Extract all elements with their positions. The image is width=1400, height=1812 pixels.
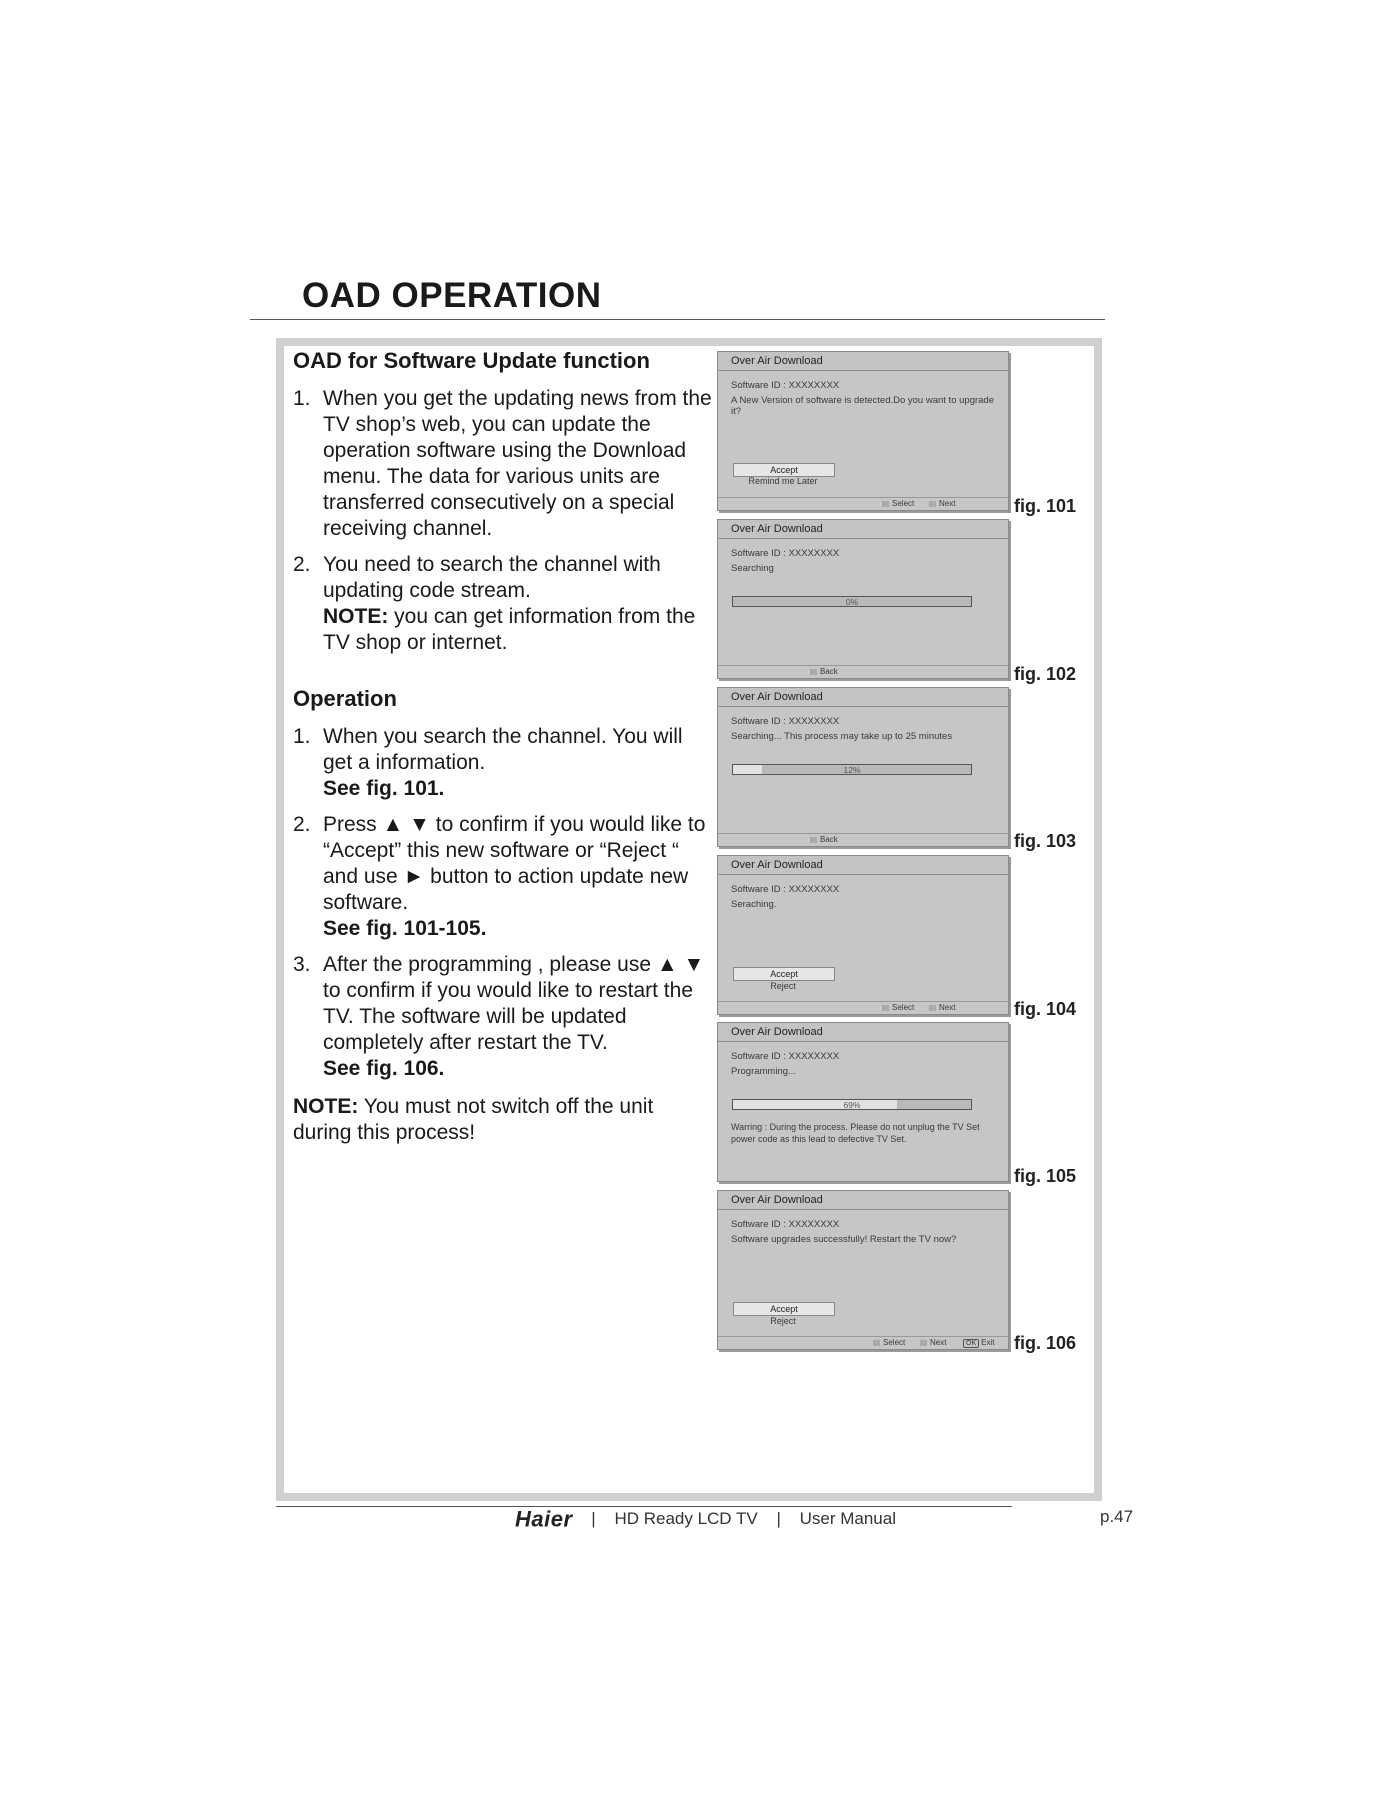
oad-screen-fig-101 [717,351,1009,511]
step-number: 1. [293,387,311,410]
product-name: HD Ready LCD TV [614,1509,758,1528]
step-text: When you get the updating news from the TV shop’s web, you can update the operation software using the Download menu. The data for various units are transferred consecutively on a special receiving channel. [323,387,712,540]
screen-footer [718,833,1008,846]
oad-screen-fig-105 [717,1022,1009,1182]
right-key-icon [920,1340,927,1346]
figure-label: fig. 104 [1014,999,1077,1019]
step-number: 2. [293,813,311,836]
next-hint: Next [929,1003,955,1012]
ok-key-icon: OK [963,1339,979,1348]
select-hint: Select [882,499,914,508]
progress-label: 0% [845,597,859,607]
remind-later-button[interactable]: Remind me Later [748,476,818,486]
final-note [293,1094,713,1146]
figure-label: fig. 103 [1014,831,1077,851]
reject-button[interactable]: Reject [770,1316,796,1326]
list-item [293,952,713,1082]
accept-button[interactable]: Accept [733,967,835,981]
step-text: After the programming , please use ▲ ▼ to confirm if you would like to restart the TV. The software will be updated completely after restart the TV. [323,953,705,1054]
screen-message: Searching... This process may take up to 25 minutes [731,731,953,742]
footer-separator: | [776,1509,781,1528]
screen-footer [718,1336,1008,1349]
back-hint: Back [810,835,838,844]
page-number: p.47 [1100,1507,1134,1526]
software-id: Software ID : XXXXXXXX [731,1051,840,1062]
figure-label: fig. 106 [1014,1333,1077,1353]
oad-screen-fig-104 [717,855,1009,1015]
screen-message: A New Version of software is detected.Do you want to upgrade it? [731,395,994,417]
menu-key-icon [810,669,817,675]
screen-footer [718,497,1008,510]
note-label: NOTE: [323,605,389,628]
next-hint: Next [920,1338,946,1347]
software-id: Software ID : XXXXXXXX [731,548,840,559]
select-hint: Select [873,1338,905,1347]
warning-text: Warring : During the process. Please do not unplug the TV Set power code as this lead to defective TV Set. [731,1122,980,1144]
figure-reference: See fig. 101-105. [323,917,487,940]
accept-button[interactable]: Accept [733,463,835,477]
page-title: OAD OPERATION [302,276,602,315]
figure-label: fig. 102 [1014,664,1077,684]
note-text: You must not switch off the unit during this process! [293,1095,654,1144]
progress-label: 12% [843,765,861,775]
updown-key-icon [873,1340,880,1346]
figure-label: fig. 105 [1014,1166,1077,1186]
step-text: When you search the channel. You will get a information. [323,725,683,774]
page-footer [515,1506,896,1532]
figure-reference: See fig. 101. [323,777,445,800]
step-text: Press ▲ ▼ to confirm if you would like to “Accept” this new software or “Reject “ and use ► button to action update new software. [323,813,706,914]
updown-key-icon [882,501,889,507]
step-number: 3. [293,953,311,976]
software-id: Software ID : XXXXXXXX [731,1219,840,1230]
menu-key-icon [810,837,817,843]
progress-label: 69% [843,1100,861,1110]
list-item [293,724,713,802]
list-item [293,386,713,542]
screen-title: Over Air Download [718,352,1008,371]
screen-message: Seraching. [731,899,777,910]
note-text: you can get information from the TV shop or internet. [323,605,696,654]
figure-label: fig. 101 [1014,496,1077,516]
select-hint: Select [882,1003,914,1012]
instructions-column [293,348,713,1146]
next-hint: Next [929,499,955,508]
software-id: Software ID : XXXXXXXX [731,380,840,391]
progress-bar [732,596,972,607]
screen-title: Over Air Download [718,688,1008,707]
screen-footer [718,1001,1008,1014]
screen-title: Over Air Download [718,520,1008,539]
list-item [293,812,713,942]
oad-screen-fig-106 [717,1190,1009,1350]
list-item [293,552,713,656]
back-hint: Back [810,667,838,676]
title-divider [250,319,1105,320]
software-id: Software ID : XXXXXXXX [731,716,840,727]
step-text: You need to search the channel with updating code stream. [323,553,661,602]
oad-screen-fig-102 [717,519,1009,679]
screen-title: Over Air Download [718,1023,1008,1042]
oad-screen-fig-103 [717,687,1009,847]
right-key-icon [929,501,936,507]
brand-logo: Haier [515,1506,573,1532]
step-number: 1. [293,725,311,748]
screen-message: Software upgrades successfully! Restart the TV now? [731,1234,957,1245]
note-label: NOTE: [293,1095,359,1118]
exit-hint: OK Exit [963,1338,994,1348]
right-key-icon [929,1005,936,1011]
screen-message: Programming... [731,1066,796,1077]
figure-reference: See fig. 106. [323,1057,445,1080]
screen-title: Over Air Download [718,856,1008,875]
screen-message: Searching [731,563,774,574]
footer-separator: | [591,1509,596,1528]
section-heading-operation: Operation [293,686,397,711]
section-heading-oad: OAD for Software Update function [293,348,650,373]
software-id: Software ID : XXXXXXXX [731,884,840,895]
progress-bar [732,1099,972,1110]
updown-key-icon [882,1005,889,1011]
step-number: 2. [293,553,311,576]
screen-footer [718,665,1008,678]
document-name: User Manual [799,1509,896,1528]
progress-bar [732,764,972,775]
reject-button[interactable]: Reject [770,981,796,991]
accept-button[interactable]: Accept [733,1302,835,1316]
screen-title: Over Air Download [718,1191,1008,1210]
